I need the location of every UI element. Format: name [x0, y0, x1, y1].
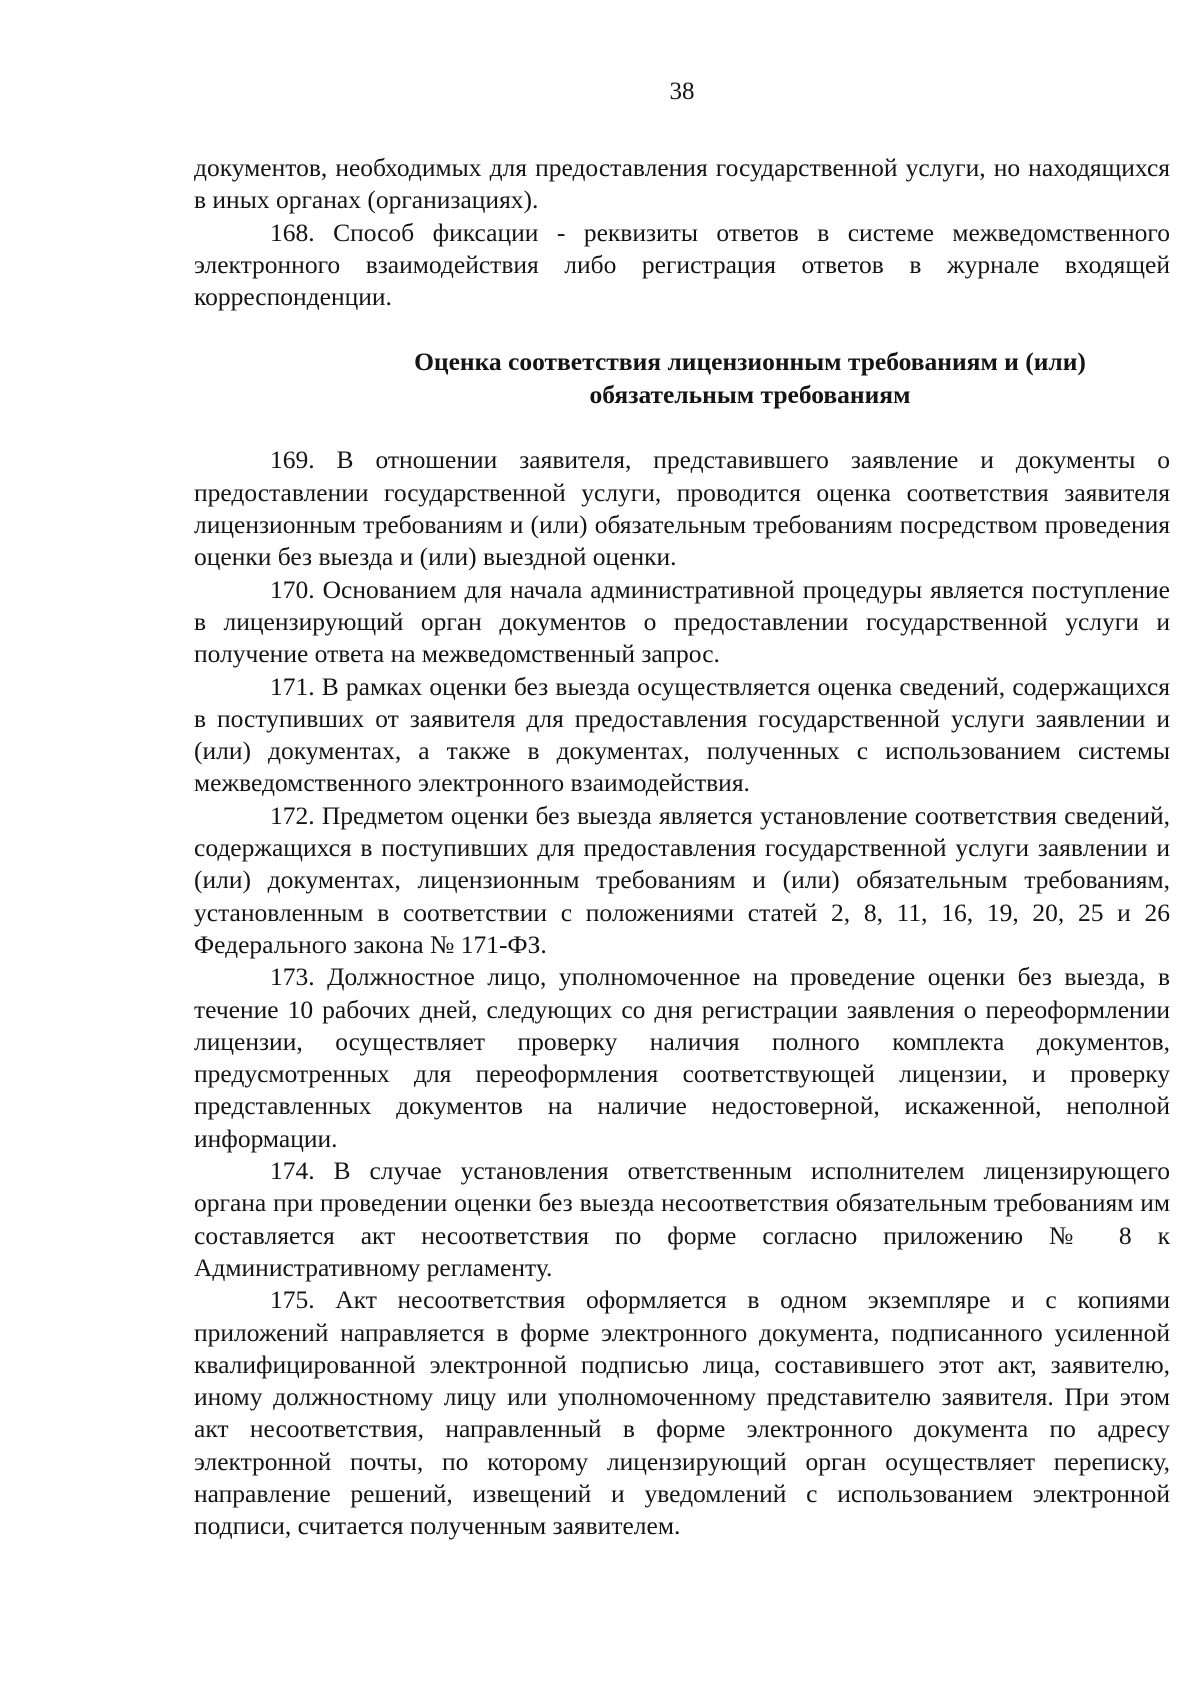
- paragraph-173: 173. Должностное лицо, уполномоченное на проведение оценки без выезда, в течение 10 рабочих дней, следующих со дня регистрации заявления о переоформлении лицензии, осуществляет проверку наличия полного комплекта документов, предусмотренных для переоформления соответствующей лицензии, и проверку представленных документов на наличие недостоверной, искаженной, неполной информации.: [194, 962, 1170, 1153]
- paragraph-169: 169. В отношении заявителя, представившего заявление и документы о предоставлении государственной услуги, проводится оценка соответствия заявителя лицензионным требованиям и (или) обязательным требованиям посредством проведения оценки без выезда и (или) выездной оценки.: [194, 445, 1170, 572]
- paragraph-170: 170. Основанием для начала административной процедуры является поступление в лицензирующий орган документов о предоставлении государственной услуги и получение ответа на межведомственный запрос.: [194, 574, 1170, 669]
- paragraph-172: 172. Предметом оценки без выезда является установление соответствия сведений, содержащихся в поступивших для предоставления государственной услуги заявлении и (или) документах, лицензионным требованиям и (или) обязательным требованиям, установленным в соответствии с положениями статей 2, 8, 11, 16, 19, 20, 25 и 26 Федерального закона № 171-ФЗ.: [194, 800, 1170, 959]
- section-title: [194, 345, 1170, 411]
- paragraph-168: 168. Способ фиксации - реквизиты ответов в системе межведомственного электронного взаимодействия либо регистрация ответов в журнале входящей корреспонденции.: [194, 217, 1170, 312]
- paragraph-174: 174. В случае установления ответственным исполнителем лицензирующего органа при проведении оценки без выезда несоответствия обязательным требованиям им составляется акт несоответствия по форме согласно приложению № 8 к Административному регламенту.: [194, 1156, 1170, 1282]
- paragraph-171: 171. В рамках оценки без выезда осуществляется оценка сведений, содержащихся в поступивших от заявителя для предоставления государственной услуги заявлении и (или) документах, а также в документах, полученных с использованием системы межведомственного электронного взаимодействия.: [194, 671, 1170, 798]
- document-page: [194, 76, 1170, 1543]
- section-title-line-1: Оценка соответствия лицензионным требованиям и (или): [414, 347, 1086, 377]
- page-number: 38: [669, 78, 695, 105]
- section-title-line-2: обязательным требованиям: [589, 380, 911, 410]
- paragraph-continuation: документов, необходимых для предоставления государственной услуги, но находящихся в иных органах (организациях).: [194, 153, 1170, 215]
- paragraph-175: 175. Акт несоответствия оформляется в одном экземпляре и с копиями приложений направляется в форме электронного документа, подписанного усиленной квалифицированной электронной подписью лица, составившего этот акт, заявителю, иному должностному лицу или уполномоченному представителю заявителя. При этом акт несоответствия, направленный в форме электронного документа по адресу электронной почты, по которому лицензирующий орган осуществляет переписку, направление решений, извещений и уведомлений с использованием электронной подписи, считается полученным заявителем.: [194, 1285, 1170, 1541]
